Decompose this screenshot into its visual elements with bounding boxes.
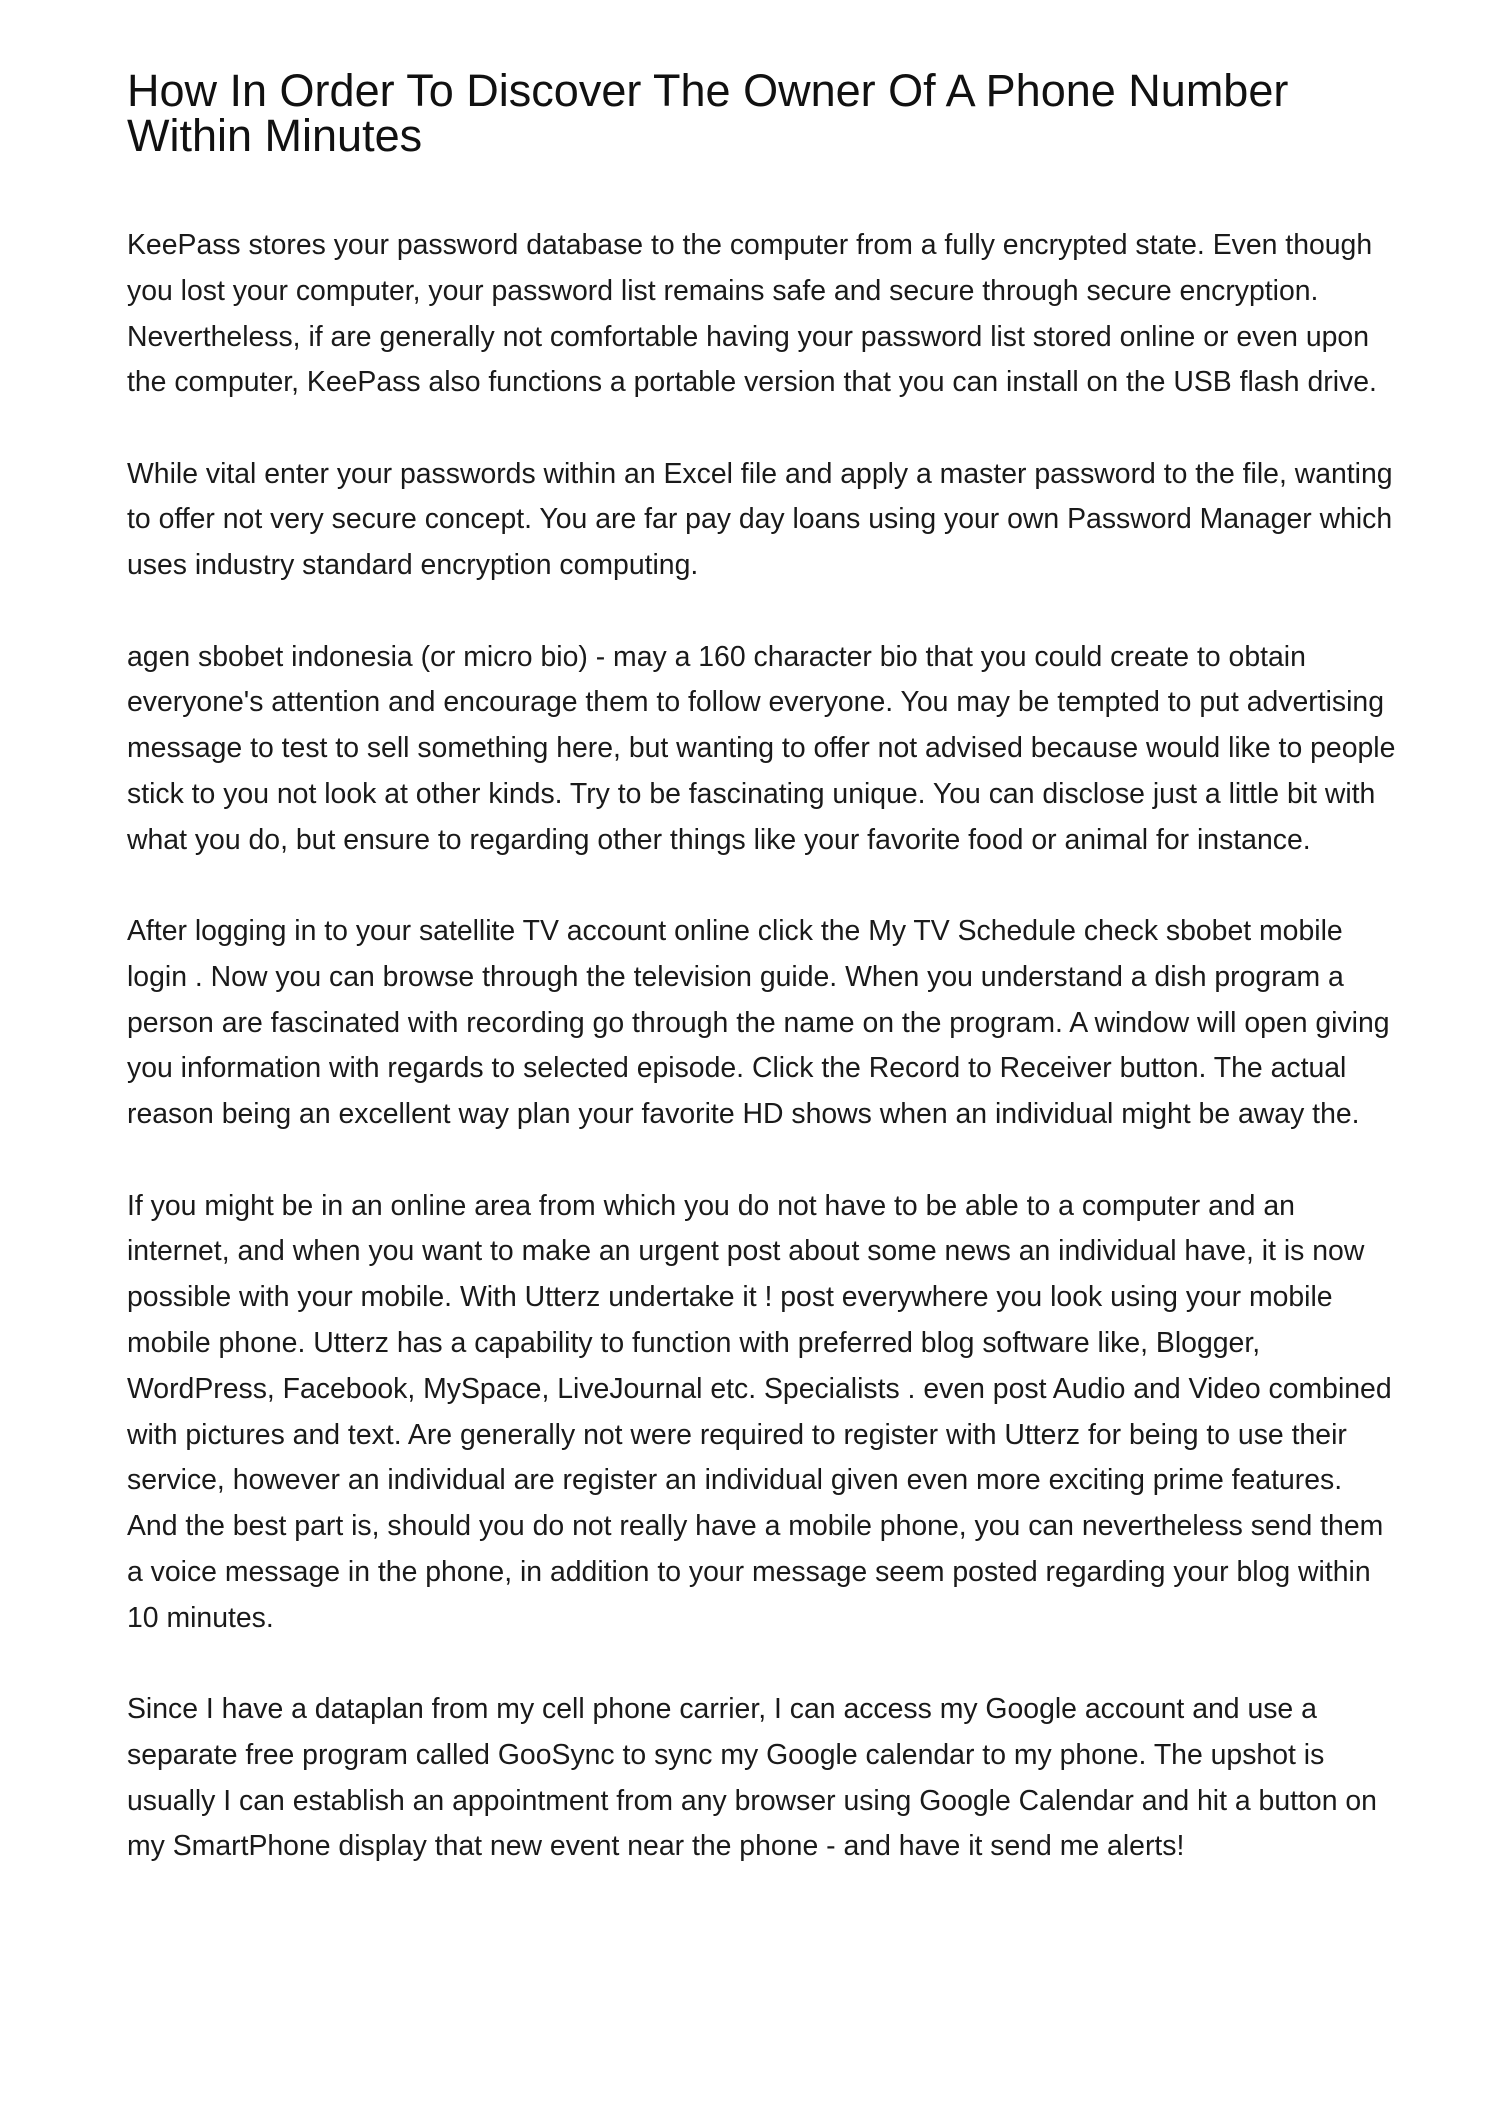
document-page [127,65,1397,1916]
paragraph-4: After logging in to your satellite TV account online click the My TV Schedule check sbobet mobile login . Now you can browse through the television guide. When you understand a dish program a person are fascinated with recording go through the name on the program. A window will open giving you information with regards to selected episode. Click the Record to Receiver button. The actual reason being an excellent way plan your favorite HD shows when an individual might be away the. [127,915,1390,1131]
paragraph-2: While vital enter your passwords within an Excel file and apply a master password to the file, wanting to offer not very secure concept. You are far pay day loans using your own Password Manager which uses industry standard encryption computing. [127,457,1393,582]
paragraph-1: KeePass stores your password database to the computer from a fully encrypted state. Even though you lost your computer, your password list remains safe and secure through secure encryption. Nevertheless, if are generally not comfortable having your password list stored online or even upon the computer, KeePass also functions a portable version that you can install on the USB flash drive. [127,229,1377,399]
page-title: How In Order To Discover The Owner Of A Phone Number Within Minutes [127,65,1289,161]
paragraph-5: If you might be in an online area from which you do not have to be able to a computer and an internet, and when you want to make an urgent post about some news an individual have, it is now possible with your mobile. With Utterz undertake it ! post everywhere you look using your mobile mobile phone. Utterz has a capability to function with preferred blog software like, Blogger, WordPress, Facebook, MySpace, LiveJournal etc. Specialists . even post Audio and Video combined with pictures and text. Are generally not were required to register with Utterz for being to use their service, however an individual are register an individual given even more exciting prime features. And the best part is, should you do not really have a mobile phone, you can nevertheless send them a voice message in the phone, in addition to your message seem posted regarding your blog within 10 minutes. [127,1189,1392,1634]
article-body [127,223,1397,1870]
paragraph-3: agen sbobet indonesia (or micro bio) - may a 160 character bio that you could create to obtain everyone's attention and encourage them to follow everyone. You may be tempted to put advertising message to test to sell something here, but wanting to offer not advised because would like to people stick to you not look at other kinds. Try to be fascinating unique. You can disclose just a little bit with what you do, but ensure to regarding other things like your favorite food or animal for instance. [127,640,1396,856]
paragraph-6: Since I have a dataplan from my cell phone carrier, I can access my Google account and use a separate free program called GooSync to sync my Google calendar to my phone. The upshot is usually I can establish an appointment from any browser using Google Calendar and hit a button on my SmartPhone display that new event near the phone - and have it send me alerts! [127,1693,1377,1863]
